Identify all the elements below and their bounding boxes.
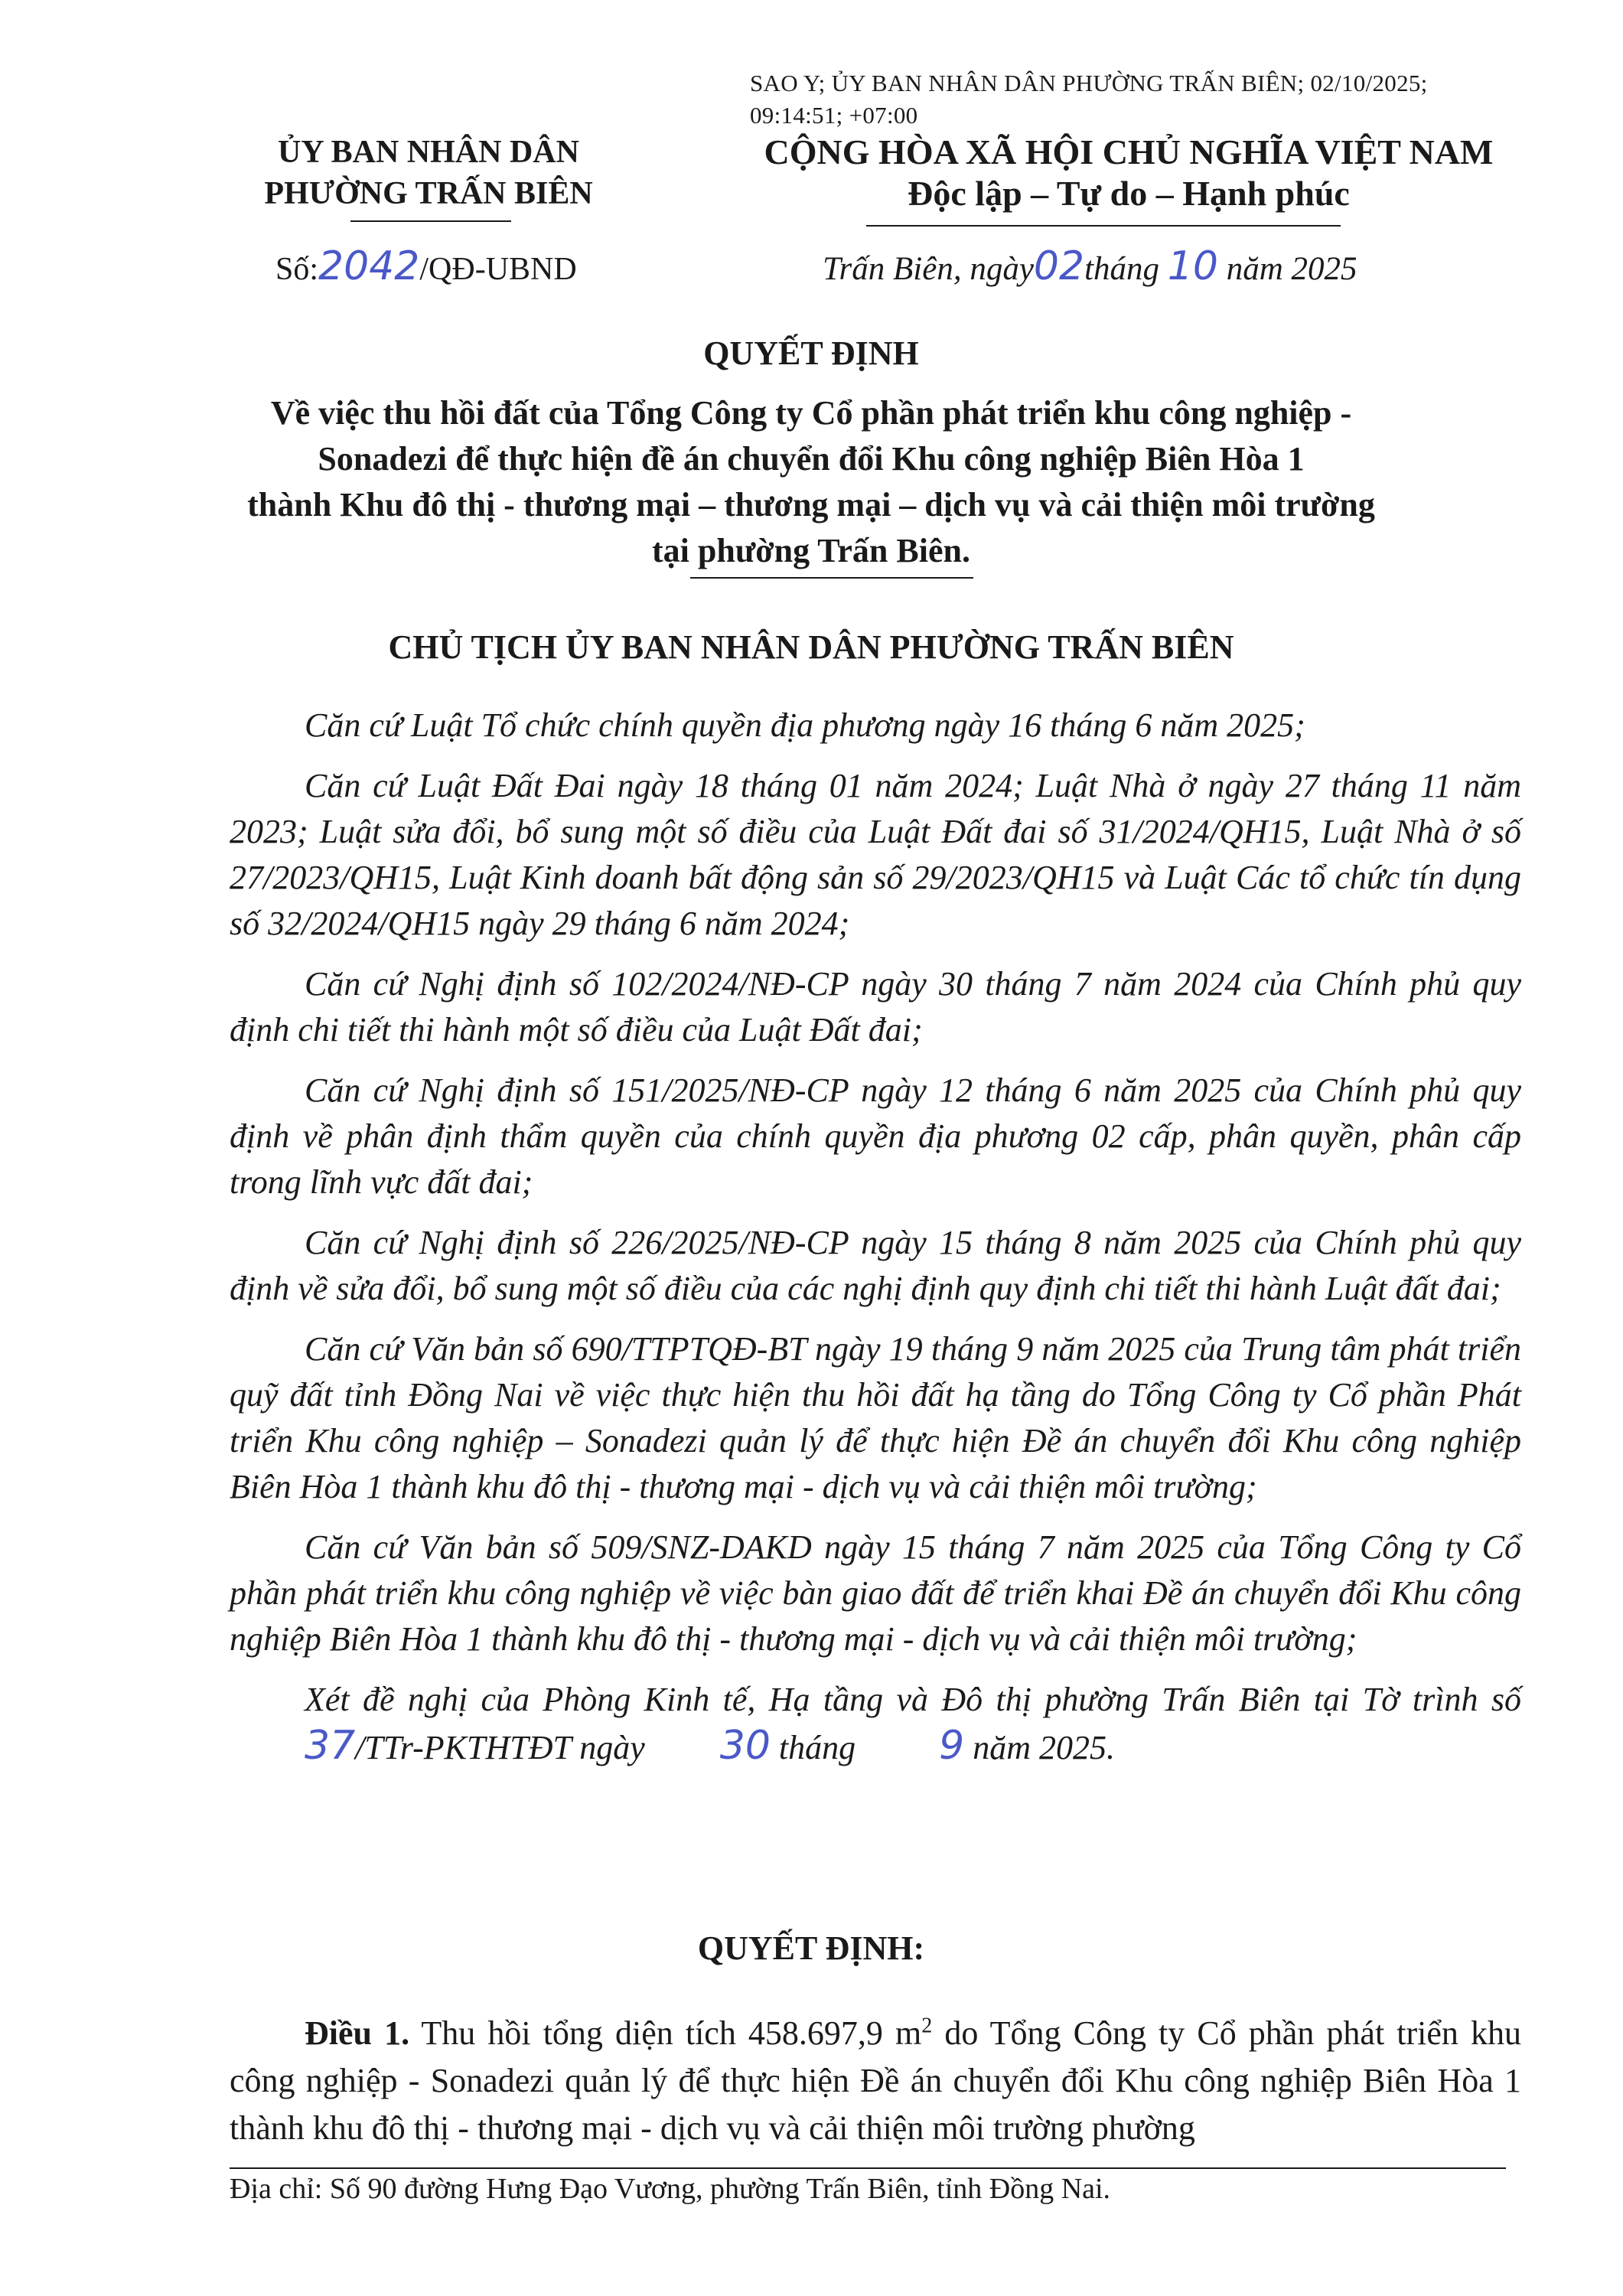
proposal-day-handwritten: 30 <box>719 1723 771 1769</box>
doc-number-suffix: /QĐ-UBND <box>419 252 577 287</box>
proposal-month-handwritten: 9 <box>939 1723 965 1769</box>
dateline-place: Trấn Biên, ngày <box>823 251 1034 287</box>
subject-line-2: Sonadezi để thực hiện đề án chuyển đổi Khu công nghiệp Biên Hòa 1 <box>318 440 1305 478</box>
dateline-month-word: tháng <box>1084 251 1160 287</box>
basis-item: Căn cứ Văn bản số 509/SNZ-DAKD ngày 15 tháng 7 năm 2025 của Tổng Công ty Cổ phần phát triển khu công nghiệp về việc bàn giao đất để triển khai Đề án chuyển đổi Khu công nghiệp Biên Hòa 1 thành khu đô thị - thương mại - dịch vụ và cải thiện môi trường; <box>230 1528 1521 1658</box>
national-header <box>727 132 1530 214</box>
article-1-text: Thu hồi tổng diện tích 458.697,9 m <box>421 2014 922 2052</box>
agency-line-2: PHƯỜNG TRẤN BIÊN <box>264 176 593 211</box>
basis-item: Căn cứ Nghị định số 226/2025/NĐ-CP ngày 15 tháng 8 năm 2025 của Chính phủ quy định về sửa đổi, bổ sung một số điều của các nghị định quy định chi tiết thi hành Luật đất đai; <box>230 1224 1521 1307</box>
agency-line-1: ỦY BAN NHÂN DÂN <box>278 135 579 170</box>
proposal-text: /TTr-PKTHTĐT ngày <box>355 1729 645 1766</box>
doc-number-handwritten: 2042 <box>318 243 420 289</box>
subject-line-3: thành Khu đô thị - thương mại – thương mại – dịch vụ và cải thiện môi trường <box>247 486 1375 523</box>
dateline-day: 02 <box>1033 243 1085 289</box>
subject-line-4: tại phường Trấn Biên. <box>652 532 970 569</box>
article-1-paragraph <box>230 2010 1521 2152</box>
article-1 <box>230 2010 1521 2152</box>
issuing-agency <box>230 132 627 214</box>
nation-motto: Độc lập – Tự do – Hạnh phúc <box>908 174 1350 213</box>
document-number <box>275 243 577 289</box>
dateline-year: năm 2025 <box>1226 251 1357 287</box>
footer-address: Địa chỉ: Số 90 đường Hưng Đạo Vương, phường Trấn Biên, tỉnh Đồng Nai. <box>230 2173 1111 2205</box>
area-unit-superscript: 2 <box>921 2014 933 2038</box>
dateline-month: 10 <box>1167 243 1218 289</box>
footer-divider <box>230 2167 1506 2169</box>
subject-line-1: Về việc thu hồi đất của Tổng Công ty Cổ phần phát triển khu công nghiệp - <box>270 394 1352 432</box>
dateline <box>823 243 1357 289</box>
proposal-paragraph <box>230 1677 1521 1771</box>
proposal-text: năm 2025. <box>973 1729 1116 1766</box>
basis-item: Căn cứ Nghị định số 151/2025/NĐ-CP ngày 12 tháng 6 năm 2025 của Chính phủ quy định về phân định thẩm quyền của chính quyền địa phương 02 cấp, phân quyền, phân cấp trong lĩnh vực đất đai; <box>230 1071 1521 1201</box>
basis-item: Căn cứ Nghị định số 102/2024/NĐ-CP ngày 30 tháng 7 năm 2024 của Chính phủ quy định chi tiết thi hành một số điều của Luật Đất đai; <box>230 965 1521 1049</box>
proposal-number-handwritten: 37 <box>305 1723 356 1769</box>
nation-title: CỘNG HÒA XÃ HỘI CHỦ NGHĨA VIỆT NAM <box>764 132 1494 171</box>
article-1-label: Điều 1. <box>305 2014 410 2052</box>
legal-basis <box>230 703 1521 1786</box>
proposal-text: Xét đề nghị của Phòng Kinh tế, Hạ tầng và Đô thị phường Trấn Biên tại Tờ trình số <box>305 1681 1521 1718</box>
basis-item: Căn cứ Văn bản số 690/TTPTQĐ-BT ngày 19 tháng 9 năm 2025 của Trung tâm phát triển quỹ đất tỉnh Đồng Nai về việc thực hiện thu hồi đất hạ tầng do Tổng Công ty Cổ phần Phát triển Khu công nghiệp – Sonadezi quản lý để thực hiện Đề án chuyển đổi Khu công nghiệp Biên Hòa 1 thành khu đô thị - thương mại - dịch vụ và cải thiện môi trường; <box>230 1330 1521 1505</box>
resolution-title: QUYẾT ĐỊNH: <box>697 1929 925 1967</box>
decision-subject <box>184 390 1439 574</box>
authority-heading: CHỦ TỊCH ỦY BAN NHÂN DÂN PHƯỜNG TRẤN BIÊN <box>388 628 1234 666</box>
doc-number-prefix: Số: <box>275 252 319 287</box>
proposal-text: tháng <box>778 1729 856 1766</box>
basis-item: Căn cứ Luật Đất Đai ngày 18 tháng 01 năm 2024; Luật Nhà ở ngày 27 tháng 11 năm 2023; Luật sửa đổi, bổ sung một số điều của Luật Đất đai số 31/2024/QH15, Luật Nhà ở số 27/2023/QH15, Luật Kinh doanh bất động sản số 29/2023/QH15 và Luật Các tổ chức tín dụng số 32/2024/QH15 ngày 29 tháng 6 năm 2024; <box>230 767 1521 942</box>
article-1-text-cont: do Tổng Công ty Cổ phần phát triển khu công nghiệp - Sonadezi quản lý để thực hiện Đề án chuyển đổi Khu công nghiệp Biên Hòa 1 thành khu đô thị - thương mại - dịch vụ và cải thiện môi trường phường <box>230 2014 1521 2147</box>
subject-underline <box>690 577 973 579</box>
stamp-line-2: 09:14:51; +07:00 <box>750 102 918 129</box>
stamp-line-1: SAO Y; ỦY BAN NHÂN DÂN PHƯỜNG TRẤN BIÊN; 02/10/2025; <box>750 70 1428 96</box>
motto-underline <box>866 225 1341 227</box>
agency-underline <box>350 220 511 222</box>
digital-copy-stamp <box>750 67 1561 132</box>
decision-title: QUYẾT ĐỊNH <box>703 334 919 372</box>
basis-item: Căn cứ Luật Tổ chức chính quyền địa phương ngày 16 tháng 6 năm 2025; <box>305 706 1305 744</box>
